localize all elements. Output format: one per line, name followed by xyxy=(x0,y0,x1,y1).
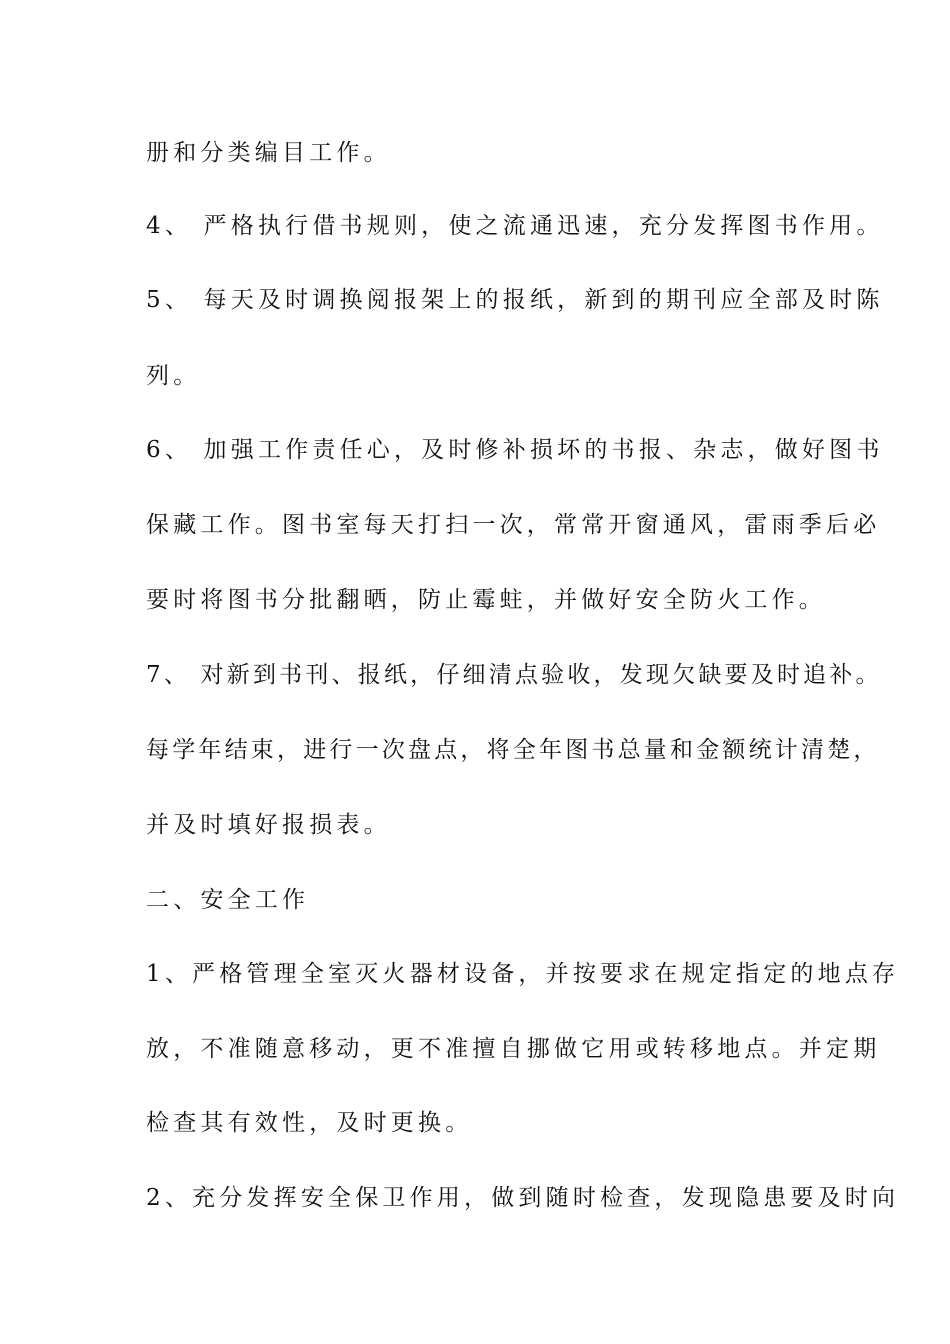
text-line: 每学年结束，进行一次盘点，将全年图书总量和金额统计清楚， xyxy=(146,737,880,763)
text-line: 7、 对新到书刊、报纸，仔细清点验收，发现欠缺要及时追补。 xyxy=(146,662,882,688)
text-line: 放，不准随意移动，更不准擅自挪做它用或转移地点。并定期 xyxy=(146,1036,881,1062)
text-line: 2、充分发挥安全保卫作用，做到随时检查，发现隐患要及时向 xyxy=(146,1185,900,1211)
text-line: 检查其有效性，及时更换。 xyxy=(146,1110,473,1136)
text-line: 并及时填好报损表。 xyxy=(146,812,391,838)
text-line: 保藏工作。图书室每天打扫一次，常常开窗通风，雷雨季后必 xyxy=(146,512,881,538)
text-line: 6、 加强工作责任心，及时修补损坏的书报、杂志，做好图书 xyxy=(146,437,884,463)
text-line: 要时将图书分批翻晒，防止霉蛀，并做好安全防火工作。 xyxy=(146,587,826,613)
text-line: 1、严格管理全室灭火器材设备，并按要求在规定指定的地点存 xyxy=(146,961,900,987)
text-line: 4、 严格执行借书规则，使之流通迅速，充分发挥图书作用。 xyxy=(146,213,884,239)
text-line: 册和分类编目工作。 xyxy=(146,140,391,166)
text-line: 5、 每天及时调换阅报架上的报纸，新到的期刊应全部及时陈 xyxy=(146,287,884,313)
text-line: 列。 xyxy=(146,363,201,389)
section-heading: 二、安全工作 xyxy=(146,887,310,913)
